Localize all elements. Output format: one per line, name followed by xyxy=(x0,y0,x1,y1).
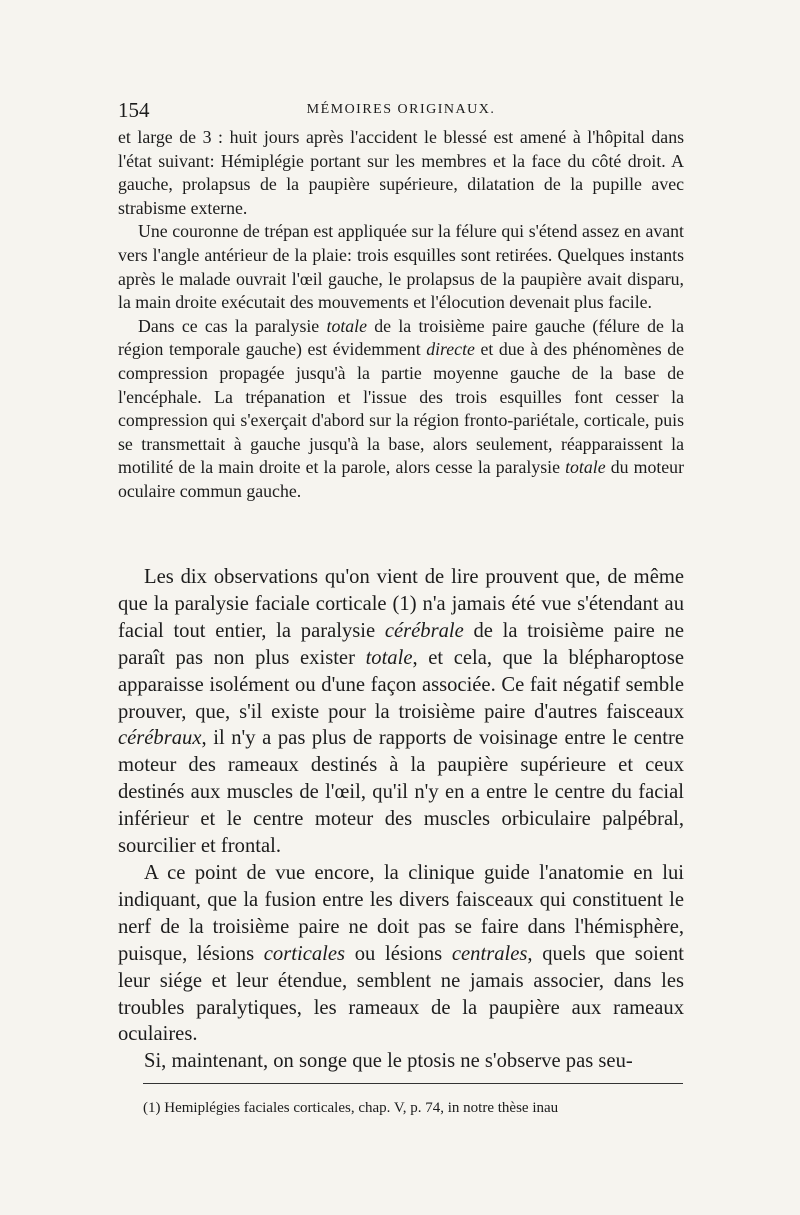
text-run: et due à des phénomènes de compression propagée jusqu'à la partie moyenne gauche de la base de l'encéphale. La trépanation et l'issue des trois esquilles font cesser la compression qui s'exerçait d'abord sur la région fronto-pariétale, corticale, puis se transmettait à gauche jusqu'à la base, alors seulement, réapparaissent la motilité de la main droite et la parole, alors cesse la paralysie xyxy=(118,339,685,478)
text-run: Dans ce cas la paralysie xyxy=(138,315,327,336)
footnote: (1) Hemiplégies faciales corticales, chap. V, p. 74, in notre thèse inau xyxy=(143,1100,559,1116)
emphasis: corticales xyxy=(263,942,346,965)
page-number: 154 xyxy=(118,98,150,122)
text-run: de la troisième paire ne paraît pas non plus exister xyxy=(118,619,684,669)
emphasis: totale xyxy=(365,646,413,669)
body-paragraph-1 xyxy=(118,564,684,860)
emphasis: cérébraux xyxy=(118,727,202,750)
text-run: ou lésions xyxy=(345,942,452,965)
emphasis: centrales xyxy=(451,942,528,965)
text-run: Les dix observations qu'on vient de lire prouvent que, de même que la paralysie faciale corticale (1) n'a jamais été vue s'étendant au facial tout entier, la paralysie xyxy=(118,566,684,642)
body-paragraph-3: Si, maintenant, on songe que le ptosis ne s'observe pas seu- xyxy=(144,1050,633,1073)
text-run: de la troisième paire gauche (félure de la région temporale gauche) est évidemment xyxy=(118,315,684,360)
text-run: du moteur oculaire commun gauche. xyxy=(118,457,684,501)
emphasis: totale xyxy=(326,315,367,336)
emphasis: cérébrale xyxy=(384,619,464,642)
case-paragraph-1: et large de 3 : huit jours après l'accident le blessé est amené à l'hôpital dans l'état suivant: Hémiplégie portant sur les membres et la face du côté droit. A gauche, prolapsus de la paupière supérieure, dilatation de la pupille avec strabisme externe. xyxy=(118,127,684,218)
footnote-rule xyxy=(143,1083,683,1084)
main-body-text xyxy=(118,564,684,1075)
page-header xyxy=(118,98,684,128)
case-report-text xyxy=(118,126,684,504)
case-paragraph-2: Une couronne de trépan est appliquée sur la félure qui s'étend assez en avant vers l'angle antérieur de la plaie: trois esquilles sont retirées. Quelques instants après le malade ouvrait l'œil gauche, le prolapsus de la paupière avait disparu, la main droite exécutait des mouvements et l'élocution devenait plus facile. xyxy=(118,221,684,313)
case-paragraph-3 xyxy=(118,315,684,504)
emphasis: totale xyxy=(565,457,606,478)
text-run: A ce point de vue encore, la clinique guide l'anatomie en lui indiquant, que la fusion entre les divers faisceaux qui constituent le nerf de la troisième paire ne doit pas se faire dans l'hémisphère, puisque, lésions xyxy=(118,861,684,965)
text-run: , et cela, que la blépharoptose apparaisse isolément ou d'une façon associée. Ce fait négatif semble prouver, que, s'il existe pour la troisième paire d'autres faisceaux xyxy=(118,646,684,723)
text-run: , quels que soient leur siége et leur étendue, semblent ne jamais associer, dans les troubles paralytiques, les rameaux de la paupière aux rameaux oculaires. xyxy=(118,942,684,1046)
text-run: , il n'y a pas plus de rapports de voisinage entre le centre moteur des rameaux destinés à la paupière supérieure et ceux destinés aux muscles de l'œil, qu'il n'y en a entre le centre du facial inférieur et le centre moteur des muscles orbiculaire palpébral, sourcilier et frontal. xyxy=(118,727,684,858)
emphasis: directe xyxy=(426,339,475,360)
running-title: MÉMOIRES ORIGINAUX. xyxy=(306,102,496,117)
body-paragraph-2 xyxy=(118,860,684,1048)
